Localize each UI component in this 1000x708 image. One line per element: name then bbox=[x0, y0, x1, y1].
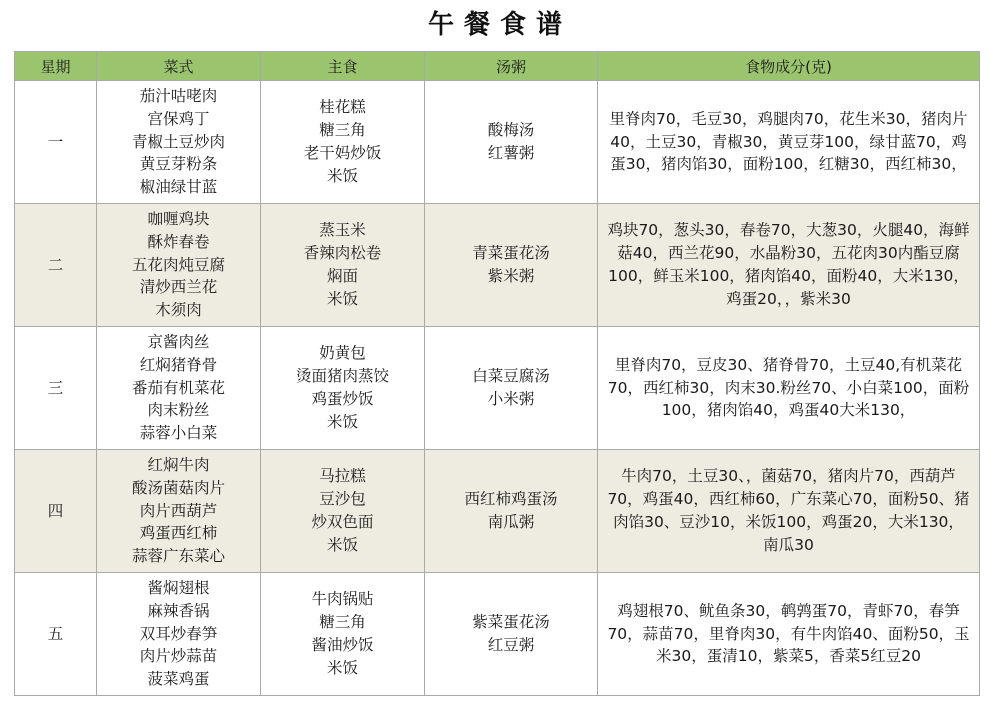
day-cell: 五 bbox=[15, 573, 97, 696]
staple-item: 米饭 bbox=[326, 166, 358, 185]
soup-item: 紫菜蛋花汤 bbox=[472, 613, 550, 632]
day-cell: 二 bbox=[15, 204, 97, 327]
ingredients-text: 鸡翅根70、鱿鱼条30，鹌鹑蛋70，青虾70，春笋70，蒜苗70，里脊肉30，有牛肉馅40、面粉50，玉米30，蛋清10，紫菜5，香菜5红豆20 bbox=[607, 601, 970, 666]
soup-item: 酸梅汤 bbox=[487, 121, 535, 140]
staple-item: 蒸玉米 bbox=[319, 221, 366, 240]
header-dishes: 菜式 bbox=[97, 52, 261, 81]
page-title: 午餐食谱 bbox=[427, 10, 572, 40]
dishes-cell bbox=[97, 81, 261, 204]
dish-item: 麻辣香锅 bbox=[147, 601, 210, 620]
staple-item: 糖三角 bbox=[319, 121, 366, 140]
ingredients-text: 里脊肉70，豆皮30、猪脊骨70，土豆40,有机菜花70，西红柿30，肉末30.粉丝70、小白菜100，面粉100，猪肉馅40，鸡蛋40大米130， bbox=[607, 355, 970, 420]
table-row bbox=[15, 81, 980, 204]
dish-item: 酱焖翅根 bbox=[147, 579, 210, 597]
dishes-cell bbox=[97, 573, 261, 696]
ingredients-text: 鸡块70，葱头30，春卷70，大葱30，火腿40，海鲜菇40，西兰花90，水晶粉30，五花肉30内酯豆腐100，鲜玉米100，猪肉馅40，面粉40，大米130，鸡蛋20，，紫米30 bbox=[607, 221, 970, 308]
soups-cell bbox=[425, 573, 598, 696]
soup-item: 红薯粥 bbox=[487, 144, 535, 162]
dish-item: 番茄有机菜花 bbox=[131, 378, 225, 397]
staple-item: 牛肉锅贴 bbox=[311, 590, 374, 609]
table-row bbox=[15, 573, 980, 696]
dish-item: 蒜蓉小白菜 bbox=[139, 424, 218, 443]
dish-item: 蒜蓉广东菜心 bbox=[131, 547, 225, 566]
ingredients-text: 里脊肉70，毛豆30，鸡腿肉70，花生米30，猪肉片40，土豆30，青椒30，黄豆芽100，绿甘蓝70，鸡蛋30，猪肉馅30，面粉100，红糖30，西红柿30， bbox=[609, 109, 968, 174]
ingredients-cell bbox=[598, 81, 980, 204]
dish-item: 清炒西兰花 bbox=[139, 278, 218, 297]
dish-item: 肉片炒蒜苗 bbox=[139, 647, 218, 666]
soups-cell bbox=[425, 204, 598, 327]
day-cell: 一 bbox=[15, 81, 97, 204]
dish-item: 黄豆芽粉条 bbox=[139, 155, 218, 174]
staple-item: 马拉糕 bbox=[319, 467, 366, 486]
soup-item: 西红柿鸡蛋汤 bbox=[464, 490, 558, 509]
dish-item: 红焖牛肉 bbox=[147, 456, 210, 474]
dish-item: 菠菜鸡蛋 bbox=[147, 670, 210, 689]
dish-item: 青椒土豆炒肉 bbox=[131, 132, 225, 151]
staple-item: 米饭 bbox=[326, 658, 358, 677]
header-soups: 汤粥 bbox=[425, 52, 598, 81]
day-cell: 三 bbox=[15, 327, 97, 450]
soup-item: 紫米粥 bbox=[487, 267, 535, 285]
header-ingredients: 食物成分(克) bbox=[598, 52, 980, 81]
soups-cell bbox=[425, 327, 598, 450]
dish-item: 酸汤菌菇肉片 bbox=[131, 478, 225, 497]
soup-item: 红豆粥 bbox=[487, 636, 535, 654]
table-header-row bbox=[15, 52, 980, 81]
staples-cell bbox=[261, 81, 425, 204]
dish-item: 酥炸春卷 bbox=[147, 232, 210, 251]
table-row bbox=[15, 327, 980, 450]
table-row bbox=[15, 204, 980, 327]
ingredients-text: 牛肉70，土豆30、，菌菇70，猪肉片70，西葫芦70，鸡蛋40，西红柿60，广东菜心70，面粉50、猪肉馅30、豆沙10，米饭100，鸡蛋20，大米130，南瓜30 bbox=[607, 467, 970, 554]
ingredients-cell bbox=[598, 204, 980, 327]
dishes-cell bbox=[97, 204, 261, 327]
staple-item: 米饭 bbox=[326, 289, 358, 308]
ingredients-cell bbox=[598, 573, 980, 696]
staples-cell bbox=[261, 327, 425, 450]
dish-item: 肉末粉丝 bbox=[147, 401, 210, 420]
staple-item: 香辣肉松卷 bbox=[303, 244, 382, 263]
soup-item: 白菜豆腐汤 bbox=[472, 367, 550, 386]
dish-item: 肉片西葫芦 bbox=[139, 501, 218, 520]
soup-item: 青菜蛋花汤 bbox=[472, 244, 550, 263]
dish-item: 咖喱鸡块 bbox=[147, 210, 210, 228]
dish-item: 木须肉 bbox=[155, 301, 202, 320]
staple-item: 鸡蛋炒饭 bbox=[311, 390, 374, 408]
staple-item: 奶黄包 bbox=[319, 344, 366, 363]
soup-item: 南瓜粥 bbox=[487, 513, 535, 531]
header-day: 星期 bbox=[15, 52, 97, 81]
soups-cell bbox=[425, 450, 598, 573]
staple-item: 烫面猪肉蒸饺 bbox=[295, 367, 389, 386]
ingredients-cell bbox=[598, 327, 980, 450]
staple-item: 米饭 bbox=[326, 412, 358, 431]
staple-item: 米饭 bbox=[326, 535, 358, 554]
dish-item: 宫保鸡丁 bbox=[147, 109, 210, 128]
staple-item: 炒双色面 bbox=[311, 513, 374, 531]
header-staples: 主食 bbox=[261, 52, 425, 81]
staple-item: 桂花糕 bbox=[319, 98, 366, 117]
dish-item: 红焖猪脊骨 bbox=[139, 355, 218, 374]
staples-cell bbox=[261, 573, 425, 696]
dish-item: 椒油绿甘蓝 bbox=[139, 178, 218, 197]
staples-cell bbox=[261, 204, 425, 327]
dish-item: 鸡蛋西红柿 bbox=[139, 524, 218, 543]
dishes-cell bbox=[97, 450, 261, 573]
staple-item: 糖三角 bbox=[319, 613, 366, 632]
table-row bbox=[15, 450, 980, 573]
staple-item: 豆沙包 bbox=[319, 490, 366, 509]
dishes-cell bbox=[97, 327, 261, 450]
staple-item: 老干妈炒饭 bbox=[303, 144, 382, 162]
dish-item: 京酱肉丝 bbox=[147, 333, 210, 351]
soup-item: 小米粥 bbox=[487, 390, 535, 408]
lunch-menu-table bbox=[14, 51, 980, 696]
staple-item: 焖面 bbox=[326, 267, 358, 285]
dish-item: 茄汁咕咾肉 bbox=[139, 87, 218, 105]
staple-item: 酱油炒饭 bbox=[311, 636, 374, 654]
day-cell: 四 bbox=[15, 450, 97, 573]
ingredients-cell bbox=[598, 450, 980, 573]
dish-item: 五花肉炖豆腐 bbox=[131, 255, 225, 274]
soups-cell bbox=[425, 81, 598, 204]
dish-item: 双耳炒春笋 bbox=[139, 624, 218, 643]
staples-cell bbox=[261, 450, 425, 573]
